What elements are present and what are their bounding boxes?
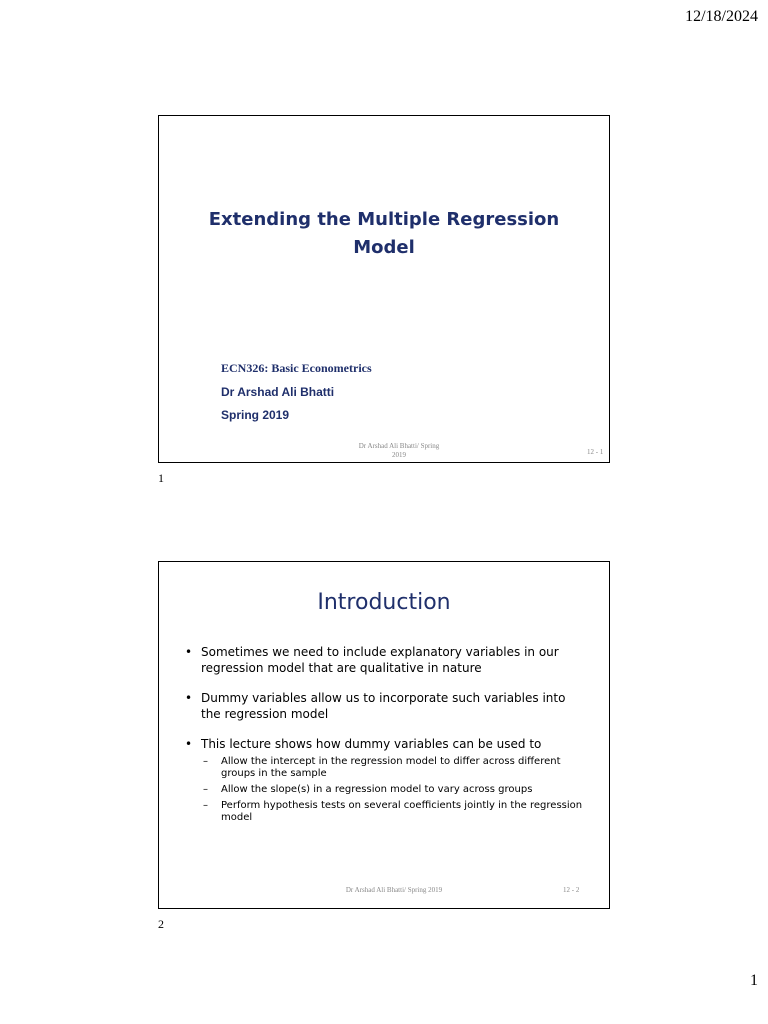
slide-2-number: 2 — [158, 917, 164, 931]
page-number: 1 — [750, 972, 758, 989]
bullet-text: This lecture shows how dummy variables can be used to — [201, 737, 542, 751]
slide-1-number: 1 — [158, 471, 164, 485]
bullet-item — [183, 736, 583, 752]
slide-2-page: 12 - 2 — [563, 886, 580, 894]
sub-bullet-text: Allow the intercept in the regression model to differ across different groups in the sample — [221, 756, 561, 779]
dash-icon: – — [203, 800, 208, 811]
dash-icon: – — [203, 756, 208, 767]
author-name: Dr Arshad Ali Bhatti — [221, 385, 335, 399]
course-name: ECN326: Basic Econometrics — [221, 361, 372, 375]
bullet-list — [183, 644, 583, 828]
bullet-dot-icon: • — [185, 691, 193, 705]
slide-1-title — [159, 206, 609, 262]
bullet-dot-icon: • — [185, 737, 193, 751]
bullet-text: Sometimes we need to include explanatory variables in our regression model that are qualitative in nature — [201, 645, 559, 675]
bullet-item — [183, 690, 583, 722]
slide-2-title: Introduction — [317, 590, 451, 615]
slide-1-title-line-2: Model — [353, 237, 415, 258]
slide-1-footer-line-2: 2019 — [392, 451, 406, 459]
slide-1-title-line-1: Extending the Multiple Regression — [208, 209, 560, 230]
slide-1-page: 12 - 1 — [587, 448, 604, 456]
slide-1 — [158, 115, 610, 463]
bullet-item — [183, 644, 583, 676]
sub-bullet-item — [183, 756, 583, 780]
dash-icon: – — [203, 784, 208, 795]
sub-bullet-list — [183, 756, 583, 824]
slide-1-footer-line-1: Dr Arshad Ali Bhatti/ Spring — [358, 442, 440, 450]
print-date: 12/18/2024 — [685, 8, 758, 25]
sub-bullet-item — [183, 784, 583, 796]
sub-bullet-item — [183, 800, 583, 824]
bullet-text: Dummy variables allow us to incorporate such variables into the regression model — [201, 691, 566, 721]
term: Spring 2019 — [221, 408, 290, 422]
bullet-dot-icon: • — [185, 645, 193, 659]
sub-bullet-text: Perform hypothesis tests on several coefficients jointly in the regression model — [221, 800, 583, 823]
slide-2-footer: Dr Arshad Ali Bhatti/ Spring 2019 — [345, 886, 443, 894]
slide-2 — [158, 561, 610, 909]
sub-bullet-text: Allow the slope(s) in a regression model to vary across groups — [221, 784, 533, 795]
slide-1-footer — [349, 442, 449, 460]
